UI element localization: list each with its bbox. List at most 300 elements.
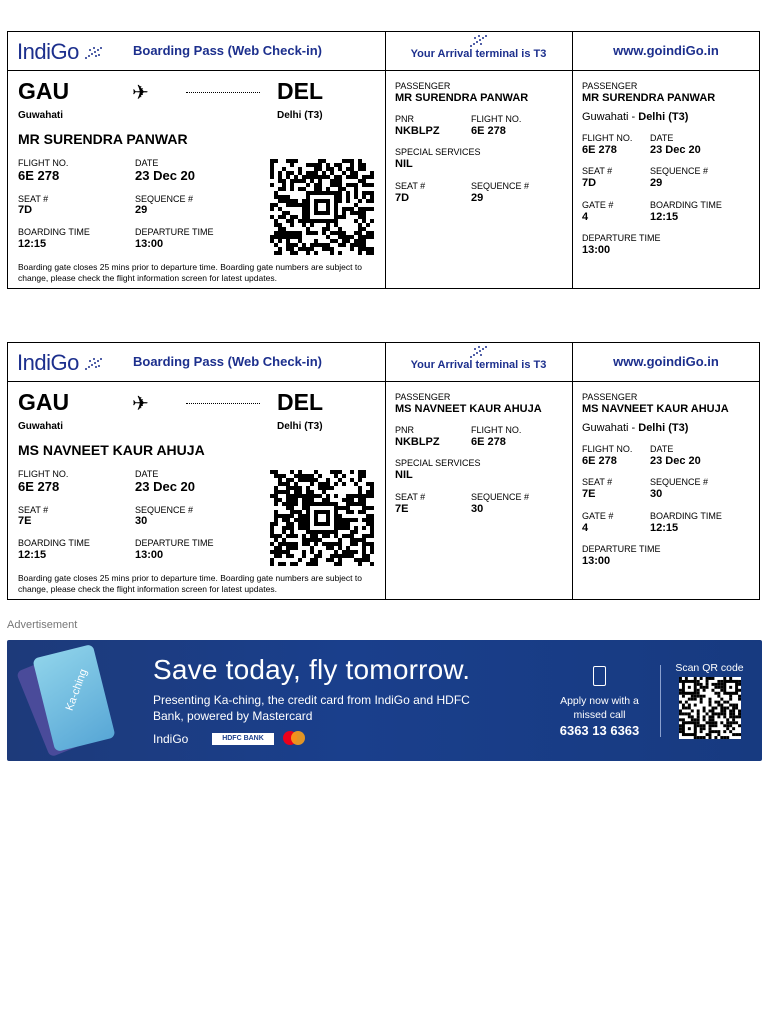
qr-module bbox=[362, 470, 366, 474]
qr-module bbox=[358, 231, 362, 235]
qr-module bbox=[362, 542, 366, 546]
qr-module bbox=[294, 498, 298, 502]
departure-time-value: 13:00 bbox=[135, 238, 164, 250]
qr-module bbox=[298, 231, 302, 235]
qr-module bbox=[322, 227, 326, 231]
qr-module bbox=[729, 709, 732, 712]
qr-module bbox=[302, 526, 306, 530]
qr-module bbox=[290, 498, 294, 502]
qr-module bbox=[306, 251, 310, 255]
qr-module bbox=[732, 718, 735, 721]
flight-no-value: 6E 278 bbox=[582, 144, 617, 156]
qr-module bbox=[334, 239, 338, 243]
qr-module bbox=[700, 677, 703, 680]
qr-module bbox=[688, 712, 691, 715]
qr-module bbox=[350, 534, 354, 538]
arrival-terminal-text: Your Arrival terminal is T3 bbox=[410, 359, 547, 371]
qr-module bbox=[362, 506, 366, 510]
date-label: DATE bbox=[650, 444, 674, 454]
qr-module bbox=[282, 187, 286, 191]
qr-module bbox=[270, 562, 274, 566]
qr-module bbox=[318, 243, 322, 247]
qr-module bbox=[294, 159, 298, 163]
route-text bbox=[582, 422, 688, 434]
flight-no-label: FLIGHT NO. bbox=[18, 469, 69, 479]
qr-module bbox=[274, 474, 278, 478]
qr-module bbox=[703, 689, 706, 692]
qr-module bbox=[706, 686, 709, 689]
qr-module bbox=[302, 534, 306, 538]
qr-module bbox=[720, 686, 723, 689]
qr-module bbox=[342, 187, 346, 191]
gate-label: GATE # bbox=[582, 511, 614, 521]
qr-module bbox=[286, 211, 290, 215]
qr-module bbox=[302, 542, 306, 546]
logo-text: IndiGo bbox=[17, 350, 79, 375]
qr-module bbox=[310, 175, 314, 179]
qr-module bbox=[711, 683, 714, 686]
qr-module bbox=[346, 175, 350, 179]
qr-module bbox=[306, 175, 310, 179]
boarding-time-label: BOARDING TIME bbox=[650, 511, 722, 521]
arrival-terminal-text: Your Arrival terminal is T3 bbox=[410, 48, 547, 60]
qr-module bbox=[362, 215, 366, 219]
qr-module bbox=[700, 683, 703, 686]
qr-module bbox=[370, 542, 374, 546]
qr-module bbox=[688, 698, 691, 701]
qr-module bbox=[330, 183, 334, 187]
qr-module bbox=[318, 179, 322, 183]
qr-module bbox=[302, 538, 306, 542]
flight-no-label: FLIGHT NO. bbox=[471, 425, 522, 435]
qr-module bbox=[358, 562, 362, 566]
destination-city: Delhi (T3) bbox=[277, 421, 323, 432]
qr-module bbox=[679, 724, 682, 727]
qr-module bbox=[350, 542, 354, 546]
qr-module bbox=[286, 518, 290, 522]
departure-time-label: DEPARTURE TIME bbox=[135, 227, 214, 237]
qr-module bbox=[286, 247, 290, 251]
qr-module bbox=[358, 490, 362, 494]
qr-module bbox=[338, 514, 342, 518]
boarding-time-label: BOARDING TIME bbox=[18, 227, 90, 237]
qr-module bbox=[274, 554, 278, 558]
destination-code: DEL bbox=[277, 78, 323, 104]
qr-module bbox=[270, 522, 274, 526]
website-link[interactable]: www.goindiGo.in bbox=[613, 43, 719, 58]
qr-module bbox=[732, 707, 735, 710]
qr-module bbox=[270, 215, 274, 219]
qr-module bbox=[294, 490, 298, 494]
qr-module bbox=[726, 718, 729, 721]
qr-module bbox=[714, 707, 717, 710]
qr-module bbox=[697, 692, 700, 695]
qr-module bbox=[278, 550, 282, 554]
qr-module bbox=[290, 534, 294, 538]
qr-module bbox=[278, 199, 282, 203]
qr-module bbox=[366, 554, 370, 558]
qr-module bbox=[709, 704, 712, 707]
passenger-label: PASSENGER bbox=[395, 392, 451, 402]
qr-module bbox=[306, 562, 310, 566]
qr-module bbox=[700, 701, 703, 704]
qr-module bbox=[270, 550, 274, 554]
qr-module bbox=[354, 211, 358, 215]
qr-module bbox=[697, 709, 700, 712]
qr-module bbox=[697, 689, 700, 692]
passenger-name-right: MR SURENDRA PANWAR bbox=[582, 92, 716, 104]
qr-module bbox=[732, 721, 735, 724]
ad-qr-code[interactable] bbox=[679, 677, 741, 739]
divider bbox=[572, 32, 573, 288]
qr-module bbox=[358, 215, 362, 219]
qr-module bbox=[294, 231, 298, 235]
qr-module bbox=[682, 712, 685, 715]
qr-module bbox=[720, 704, 723, 707]
qr-module bbox=[310, 558, 314, 562]
indigo-logo bbox=[17, 350, 104, 376]
qr-module bbox=[370, 195, 374, 199]
qr-module bbox=[278, 514, 282, 518]
qr-module bbox=[338, 215, 342, 219]
qr-module bbox=[354, 518, 358, 522]
qr-module bbox=[729, 695, 732, 698]
qr-module bbox=[342, 554, 346, 558]
pnr-value: NKBLPZ bbox=[395, 125, 440, 137]
qr-module bbox=[314, 554, 318, 558]
qr-module bbox=[306, 490, 310, 494]
qr-module bbox=[346, 502, 350, 506]
qr-module bbox=[274, 510, 278, 514]
qr-module bbox=[735, 721, 738, 724]
qr-module bbox=[310, 534, 314, 538]
qr-module bbox=[723, 709, 726, 712]
qr-module bbox=[334, 231, 338, 235]
flight-no-label: FLIGHT NO. bbox=[471, 114, 522, 124]
pnr-label: PNR bbox=[395, 425, 415, 435]
qr-module bbox=[290, 522, 294, 526]
qr-module bbox=[274, 159, 278, 163]
qr-module bbox=[282, 542, 286, 546]
qr-module bbox=[318, 175, 322, 179]
qr-module bbox=[714, 736, 717, 739]
qr-module bbox=[274, 195, 278, 199]
website-link[interactable]: www.goindiGo.in bbox=[613, 354, 719, 369]
sequence-value: 29 bbox=[650, 177, 663, 189]
qr-module bbox=[294, 215, 298, 219]
departure-time-value: 13:00 bbox=[582, 244, 611, 256]
qr-module bbox=[270, 235, 274, 239]
qr-module bbox=[346, 235, 350, 239]
qr-module bbox=[298, 470, 302, 474]
qr-module bbox=[342, 159, 346, 163]
qr-module bbox=[298, 494, 302, 498]
missed-call-number[interactable]: 6363 13 6363 bbox=[559, 723, 640, 738]
qr-module bbox=[358, 223, 362, 227]
qr-module bbox=[714, 683, 717, 686]
qr-module bbox=[274, 243, 278, 247]
qr-module bbox=[334, 474, 338, 478]
qr-module bbox=[282, 530, 286, 534]
qr-module bbox=[700, 730, 703, 733]
qr-module bbox=[354, 239, 358, 243]
qr-module bbox=[310, 478, 314, 482]
qr-module bbox=[290, 199, 294, 203]
qr-module bbox=[342, 482, 346, 486]
qr-module bbox=[322, 247, 326, 251]
qr-module bbox=[282, 562, 286, 566]
qr-module bbox=[354, 526, 358, 530]
qr-module bbox=[290, 159, 294, 163]
qr-module bbox=[298, 247, 302, 251]
qr-module bbox=[302, 211, 306, 215]
qr-module bbox=[346, 159, 350, 163]
qr-module bbox=[306, 231, 310, 235]
qr-module bbox=[346, 522, 350, 526]
qr-module bbox=[342, 171, 346, 175]
qr-module bbox=[358, 470, 362, 474]
qr-module bbox=[290, 219, 294, 223]
qr-module bbox=[314, 231, 318, 235]
destination-code: DEL bbox=[277, 389, 323, 415]
qr-module bbox=[709, 701, 712, 704]
qr-module bbox=[302, 554, 306, 558]
boarding-time-value: 12:15 bbox=[18, 238, 47, 250]
sequence-label: SEQUENCE # bbox=[471, 492, 530, 502]
boarding-qr-code bbox=[270, 470, 374, 566]
qr-module bbox=[322, 534, 326, 538]
qr-module bbox=[290, 542, 294, 546]
qr-module bbox=[679, 677, 682, 680]
seat-value: 7D bbox=[18, 204, 33, 216]
qr-module bbox=[354, 558, 358, 562]
qr-module bbox=[278, 251, 282, 255]
qr-module bbox=[310, 494, 314, 498]
qr-module bbox=[714, 701, 717, 704]
departure-time-label: DEPARTURE TIME bbox=[582, 233, 661, 243]
qr-module bbox=[294, 251, 298, 255]
qr-module bbox=[354, 187, 358, 191]
flight-no-value: 6E 278 bbox=[582, 455, 617, 467]
qr-module bbox=[346, 207, 350, 211]
qr-module bbox=[286, 522, 290, 526]
date-label: DATE bbox=[650, 133, 674, 143]
qr-module bbox=[314, 538, 318, 542]
qr-module bbox=[286, 159, 290, 163]
qr-module bbox=[346, 550, 350, 554]
qr-module bbox=[694, 718, 697, 721]
qr-module bbox=[342, 518, 346, 522]
qr-module bbox=[723, 701, 726, 704]
qr-module bbox=[709, 715, 712, 718]
passenger-name-mid: MS NAVNEET KAUR AHUJA bbox=[395, 403, 542, 415]
qr-module bbox=[302, 474, 306, 478]
passenger-name-right: MS NAVNEET KAUR AHUJA bbox=[582, 403, 729, 415]
qr-module bbox=[326, 223, 330, 227]
qr-module bbox=[302, 514, 306, 518]
qr-module bbox=[738, 715, 741, 718]
qr-module bbox=[700, 686, 703, 689]
qr-module bbox=[290, 562, 294, 566]
qr-module bbox=[720, 683, 723, 686]
passenger-name-mid: MR SURENDRA PANWAR bbox=[395, 92, 529, 104]
route-dotted-line bbox=[186, 92, 260, 93]
qr-module bbox=[703, 715, 706, 718]
qr-module bbox=[290, 247, 294, 251]
qr-module bbox=[362, 175, 366, 179]
qr-module bbox=[362, 219, 366, 223]
qr-module bbox=[370, 490, 374, 494]
qr-module bbox=[286, 171, 290, 175]
qr-module bbox=[274, 203, 278, 207]
qr-module bbox=[314, 163, 318, 167]
qr-module bbox=[286, 550, 290, 554]
qr-module bbox=[358, 199, 362, 203]
qr-module bbox=[338, 546, 342, 550]
qr-module bbox=[720, 736, 723, 739]
qr-module bbox=[714, 730, 717, 733]
qr-module bbox=[358, 502, 362, 506]
qr-module bbox=[338, 191, 342, 195]
qr-module bbox=[314, 251, 318, 255]
seat-value: 7E bbox=[18, 515, 32, 527]
qr-module bbox=[366, 558, 370, 562]
qr-module bbox=[294, 175, 298, 179]
boarding-time-value: 12:15 bbox=[650, 522, 679, 534]
qr-module bbox=[314, 171, 318, 175]
qr-module bbox=[338, 251, 342, 255]
plane-dots-icon bbox=[84, 357, 104, 371]
qr-module bbox=[334, 562, 338, 566]
qr-module bbox=[342, 506, 346, 510]
qr-module bbox=[294, 546, 298, 550]
gate-value: 4 bbox=[582, 522, 589, 534]
qr-module bbox=[318, 159, 322, 163]
qr-module bbox=[370, 550, 374, 554]
qr-module bbox=[338, 558, 342, 562]
qr-module bbox=[726, 721, 729, 724]
flight-no-label: FLIGHT NO. bbox=[582, 444, 633, 454]
sequence-value: 30 bbox=[471, 503, 484, 515]
qr-module bbox=[717, 712, 720, 715]
qr-module bbox=[679, 689, 682, 692]
qr-module bbox=[350, 478, 354, 482]
qr-module bbox=[346, 199, 350, 203]
qr-module bbox=[717, 680, 720, 683]
qr-module bbox=[270, 171, 274, 175]
qr-module bbox=[306, 498, 310, 502]
qr-module bbox=[358, 478, 362, 482]
qr-module bbox=[294, 243, 298, 247]
qr-module bbox=[318, 554, 322, 558]
qr-module bbox=[366, 482, 370, 486]
qr-module bbox=[370, 251, 374, 255]
qr-module bbox=[274, 550, 278, 554]
qr-module bbox=[278, 478, 282, 482]
qr-module bbox=[298, 239, 302, 243]
qr-module bbox=[342, 474, 346, 478]
qr-module bbox=[342, 526, 346, 530]
qr-module bbox=[326, 542, 330, 546]
qr-module bbox=[294, 235, 298, 239]
qr-module bbox=[679, 718, 682, 721]
qr-module bbox=[310, 163, 314, 167]
flight-no-value: 6E 278 bbox=[18, 168, 60, 183]
qr-module bbox=[334, 542, 338, 546]
qr-module bbox=[350, 550, 354, 554]
qr-module bbox=[302, 203, 306, 207]
qr-module bbox=[706, 680, 709, 683]
qr-module bbox=[711, 677, 714, 680]
qr-module bbox=[330, 171, 334, 175]
qr-module bbox=[282, 215, 286, 219]
qr-module bbox=[346, 195, 350, 199]
qr-module bbox=[286, 243, 290, 247]
qr-module bbox=[318, 183, 322, 187]
qr-module bbox=[318, 482, 322, 486]
qr-module bbox=[278, 534, 282, 538]
qr-module bbox=[714, 692, 717, 695]
qr-module bbox=[350, 183, 354, 187]
qr-module bbox=[274, 514, 278, 518]
qr-module bbox=[318, 538, 322, 542]
qr-module bbox=[362, 550, 366, 554]
qr-module bbox=[290, 478, 294, 482]
qr-module bbox=[723, 677, 726, 680]
qr-module bbox=[354, 175, 358, 179]
qr-module bbox=[688, 715, 691, 718]
qr-module bbox=[322, 486, 326, 490]
qr-module bbox=[354, 195, 358, 199]
qr-module bbox=[322, 171, 326, 175]
arrival-terminal-note bbox=[385, 345, 572, 371]
qr-module bbox=[326, 534, 330, 538]
gate-value: 4 bbox=[582, 211, 589, 223]
qr-module bbox=[342, 498, 346, 502]
qr-module bbox=[732, 733, 735, 736]
qr-module bbox=[738, 698, 741, 701]
advertisement-banner[interactable] bbox=[7, 640, 762, 761]
qr-module bbox=[682, 707, 685, 710]
qr-module bbox=[270, 175, 274, 179]
qr-module bbox=[354, 530, 358, 534]
qr-module bbox=[282, 195, 286, 199]
qr-module bbox=[338, 183, 342, 187]
qr-module bbox=[270, 163, 274, 167]
seat-label: SEAT # bbox=[582, 166, 613, 176]
departure-time-label: DEPARTURE TIME bbox=[135, 538, 214, 548]
qr-module bbox=[286, 239, 290, 243]
qr-module bbox=[350, 510, 354, 514]
qr-module bbox=[286, 199, 290, 203]
qr-module bbox=[282, 183, 286, 187]
passenger-name: MS NAVNEET KAUR AHUJA bbox=[18, 442, 205, 458]
route-text bbox=[582, 111, 688, 123]
qr-module bbox=[278, 235, 282, 239]
qr-module bbox=[270, 526, 274, 530]
ad-subtext: Presenting Ka-ching, the credit card from IndiGo and HDFC Bank, powered by Mastercard bbox=[153, 693, 470, 723]
qr-module bbox=[697, 736, 700, 739]
qr-module bbox=[350, 498, 354, 502]
qr-module bbox=[302, 223, 306, 227]
qr-module bbox=[735, 715, 738, 718]
qr-module bbox=[278, 207, 282, 211]
qr-module bbox=[338, 478, 342, 482]
qr-module bbox=[274, 231, 278, 235]
qr-module bbox=[310, 538, 314, 542]
hdfc-logo: HDFC BANK bbox=[212, 733, 274, 745]
qr-module bbox=[286, 546, 290, 550]
